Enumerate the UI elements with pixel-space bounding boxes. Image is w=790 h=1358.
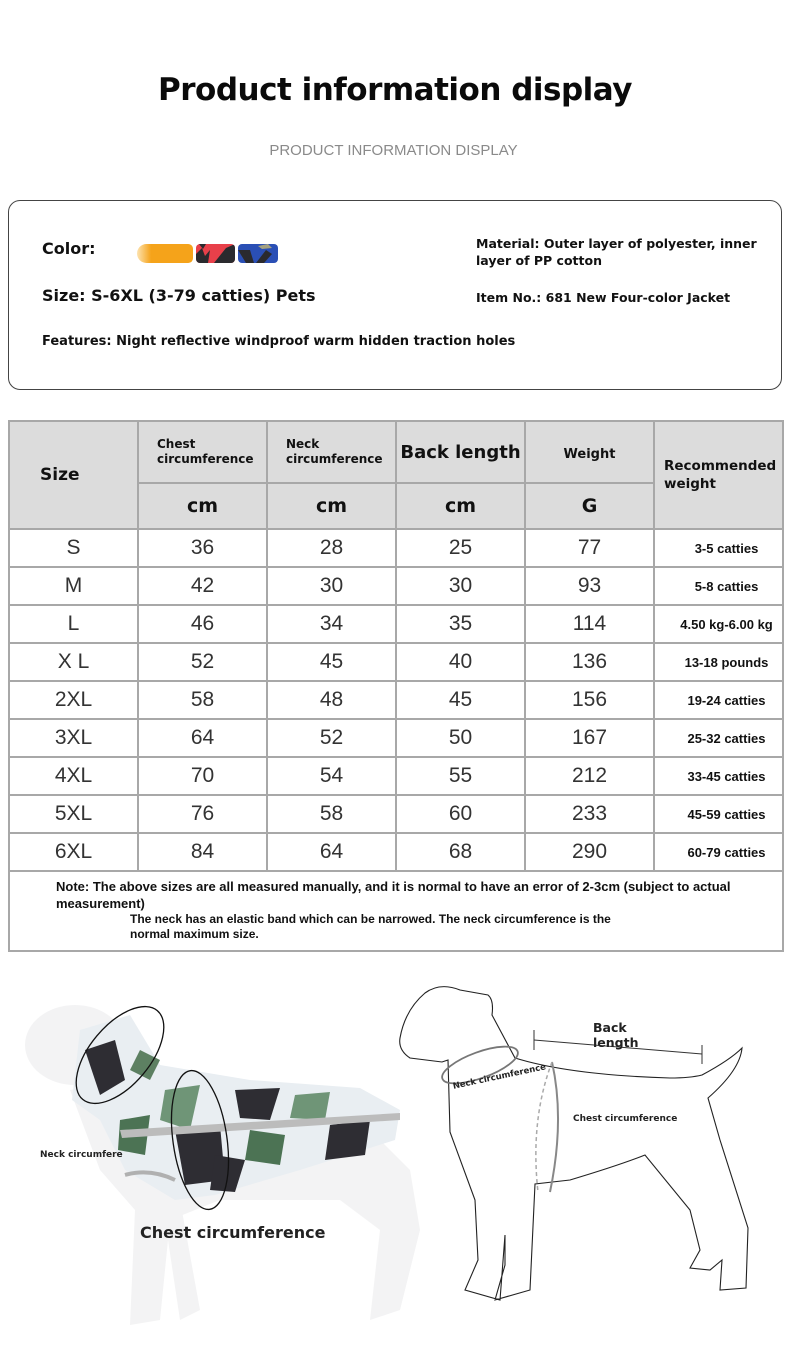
- cell-neck: 34: [267, 605, 396, 643]
- dog-outline-diagram: [390, 970, 790, 1358]
- table-row: [9, 833, 783, 871]
- camo-blue-pattern-icon: [238, 244, 278, 263]
- cell-weight: 93: [525, 567, 654, 605]
- cell-chest: 70: [138, 757, 267, 795]
- table-note: [9, 871, 783, 951]
- features-label: Features: Night reflective windproof warm hidden traction holes: [42, 334, 516, 349]
- cell-size: X L: [9, 643, 138, 681]
- table-row: [9, 643, 783, 681]
- cell-neck: 30: [267, 567, 396, 605]
- cell-neck: 52: [267, 719, 396, 757]
- cell-back: 45: [396, 681, 525, 719]
- cell-back: 60: [396, 795, 525, 833]
- neck-circumference-label-left: Neck circumfere: [40, 1150, 123, 1160]
- unit-weight: G: [525, 483, 654, 529]
- header-size: Size: [9, 421, 138, 529]
- cell-neck: 54: [267, 757, 396, 795]
- cell-chest: 64: [138, 719, 267, 757]
- cell-neck: 64: [267, 833, 396, 871]
- cell-recommended: 60-79 catties: [654, 833, 783, 871]
- cell-back: 68: [396, 833, 525, 871]
- page-title: Product information display: [158, 72, 632, 108]
- table-row: [9, 795, 783, 833]
- cell-chest: 52: [138, 643, 267, 681]
- back-length-label: Back length: [593, 1020, 639, 1050]
- color-swatch-blue-black[interactable]: [238, 244, 278, 263]
- chest-ring-front-icon: [550, 1062, 558, 1192]
- material-label: Material: Outer layer of polyester, inner layer of PP cotton: [476, 236, 757, 268]
- note-main-text: Note: The above sizes are all measured manually, and it is normal to have an error of 2-3cm (subject to actual measurement): [56, 879, 731, 911]
- size-range-label: Size: S-6XL (3-79 catties) Pets: [42, 286, 316, 305]
- header-back-length: Back length: [396, 421, 525, 483]
- chest-circumference-label-left: Chest circumference: [140, 1223, 326, 1242]
- chest-ring-back-icon: [536, 1062, 552, 1192]
- cell-size: M: [9, 567, 138, 605]
- cell-weight: 77: [525, 529, 654, 567]
- cell-chest: 84: [138, 833, 267, 871]
- cell-size: S: [9, 529, 138, 567]
- cell-chest: 46: [138, 605, 267, 643]
- cell-recommended: 3-5 catties: [654, 529, 783, 567]
- cell-back: 50: [396, 719, 525, 757]
- cell-size: 5XL: [9, 795, 138, 833]
- cell-recommended: 4.50 kg-6.00 kg: [654, 605, 783, 643]
- cell-recommended: 25-32 catties: [654, 719, 783, 757]
- cell-recommended: 19-24 catties: [654, 681, 783, 719]
- note-sub-text: The neck has an elastic band which can be narrowed. The neck circumference is the normal maximum size.: [130, 912, 611, 941]
- cell-size: 4XL: [9, 757, 138, 795]
- color-swatch-orange[interactable]: [137, 244, 193, 263]
- cell-chest: 42: [138, 567, 267, 605]
- header-recommended-weight: Recommended weight: [654, 421, 783, 529]
- table-row: [9, 567, 783, 605]
- header-neck: Neck circumference: [267, 421, 396, 483]
- dog-silhouette-icon: [400, 987, 748, 1300]
- cell-neck: 45: [267, 643, 396, 681]
- cell-size: 2XL: [9, 681, 138, 719]
- cell-recommended: 5-8 catties: [654, 567, 783, 605]
- page-subtitle: PRODUCT INFORMATION DISPLAY: [269, 142, 518, 159]
- table-row: [9, 681, 783, 719]
- cell-recommended: 13-18 pounds: [654, 643, 783, 681]
- cell-back: 25: [396, 529, 525, 567]
- product-info-box: [8, 200, 782, 390]
- cell-size: L: [9, 605, 138, 643]
- camo-red-pattern-icon: [196, 244, 235, 263]
- cell-weight: 156: [525, 681, 654, 719]
- cell-weight: 167: [525, 719, 654, 757]
- cell-chest: 58: [138, 681, 267, 719]
- cell-weight: 290: [525, 833, 654, 871]
- cell-back: 30: [396, 567, 525, 605]
- color-swatch-red-black[interactable]: [196, 244, 235, 263]
- cell-recommended: 33-45 catties: [654, 757, 783, 795]
- table-row: [9, 605, 783, 643]
- cell-size: 6XL: [9, 833, 138, 871]
- cell-weight: 114: [525, 605, 654, 643]
- header-chest: Chest circumference: [138, 421, 267, 483]
- cell-back: 35: [396, 605, 525, 643]
- dog-jacket-photo: [0, 970, 440, 1358]
- cell-back: 55: [396, 757, 525, 795]
- cell-neck: 48: [267, 681, 396, 719]
- unit-chest: cm: [138, 483, 267, 529]
- cell-weight: 233: [525, 795, 654, 833]
- unit-back: cm: [396, 483, 525, 529]
- table-row: [9, 529, 783, 567]
- item-number-label: Item No.: 681 New Four-color Jacket: [476, 290, 731, 305]
- chest-circumference-label-right: Chest circumference: [573, 1114, 678, 1124]
- color-label: Color:: [42, 239, 96, 258]
- cell-neck: 58: [267, 795, 396, 833]
- table-row: [9, 757, 783, 795]
- unit-neck: cm: [267, 483, 396, 529]
- cell-recommended: 45-59 catties: [654, 795, 783, 833]
- size-chart-table: [8, 420, 784, 952]
- cell-neck: 28: [267, 529, 396, 567]
- cell-back: 40: [396, 643, 525, 681]
- cell-size: 3XL: [9, 719, 138, 757]
- cell-chest: 76: [138, 795, 267, 833]
- table-body: [9, 529, 783, 871]
- table-row: [9, 719, 783, 757]
- header-weight: Weight: [525, 421, 654, 483]
- neck-circumference-label-right: Neck circumference: [452, 1062, 547, 1092]
- cell-weight: 212: [525, 757, 654, 795]
- cell-chest: 36: [138, 529, 267, 567]
- cell-weight: 136: [525, 643, 654, 681]
